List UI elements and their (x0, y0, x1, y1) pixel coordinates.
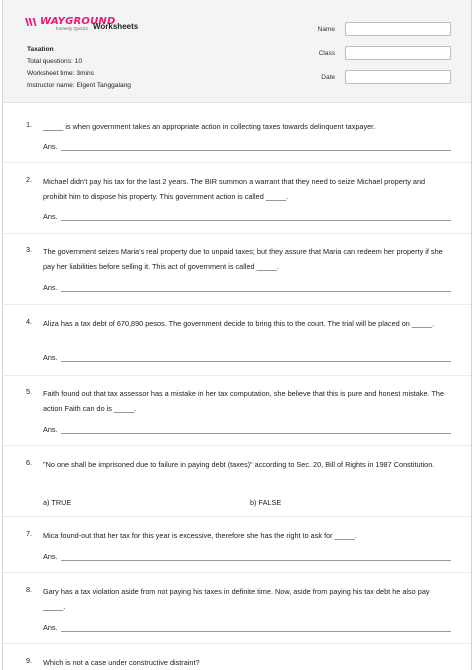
question-number: 4. (26, 317, 33, 326)
divider (3, 233, 471, 234)
answer-label: Ans. (43, 353, 58, 362)
divider (3, 304, 471, 305)
logo-text: WAYGROUND (40, 16, 116, 27)
worksheet-time: Worksheet time: 3mins (27, 70, 94, 77)
date-field[interactable] (345, 70, 451, 84)
question-text: _____ is when government takes an appropriate action in collecting taxes towards delinquent taxpayer. (43, 122, 376, 131)
question-number: 5. (26, 387, 33, 396)
answer-label: Ans. (43, 142, 58, 151)
divider (3, 516, 471, 517)
answer-row (43, 623, 451, 632)
question-text: The government seizes Maria's real property due to unpaid taxes; but they assure that Maria can redeem her property if she pay her liabilities before selling it. This act of government is called _____. (43, 247, 443, 271)
worksheet-page (2, 0, 472, 670)
option-false[interactable]: b) FALSE (250, 498, 282, 507)
answer-line[interactable] (61, 212, 451, 221)
class-label: Class (318, 49, 335, 57)
divider (3, 375, 471, 376)
question-number: 1. (26, 120, 33, 129)
answer-line[interactable] (61, 552, 451, 561)
answer-row (43, 283, 451, 292)
answer-line[interactable] (61, 283, 451, 292)
question-text: Mica found-out that her tax for this year is excessive, therefore she has the right to ask for _____. (43, 531, 357, 540)
answer-label: Ans. (43, 425, 58, 434)
date-row (318, 69, 451, 85)
worksheet-meta (27, 44, 131, 92)
divider (3, 445, 471, 446)
worksheet-header (3, 0, 471, 103)
answer-row (43, 212, 451, 221)
answer-label: Ans. (43, 623, 58, 632)
answer-row (43, 353, 451, 362)
answer-row (43, 142, 451, 151)
name-label: Name (317, 25, 335, 33)
question-number: 8. (26, 585, 33, 594)
instructor-name: Instructor name: Elgent Tanggalang (27, 82, 131, 89)
total-questions: Total questions: 10 (27, 58, 82, 65)
answer-label: Ans. (43, 283, 58, 292)
answer-row (43, 552, 451, 561)
question-number: 2. (26, 175, 33, 184)
question-text: "No one shall be imprisoned due to failure in paying debt (taxes)" according to Sec. 20, Bill of Rights in 1987 Constitution. (43, 460, 435, 469)
question-text: Gary has a tax violation aside from not paying his taxes in definite time. Now, aside from paying his tax debt he also pay _____. (43, 587, 430, 611)
date-label: Date (321, 73, 335, 81)
question-number: 7. (26, 529, 33, 538)
question-text: Michael didn't pay his tax for the last 2 years. The BIR summon a warrant that they need to seize Michael property and prohibit him to dispose his property. This government action is called _____. (43, 177, 426, 201)
option-true[interactable]: a) TRUE (43, 498, 72, 507)
question-text: Which is not a case under constructive distraint? (43, 658, 200, 667)
question-text: Aliza has a tax debt of 670,890 pesos. The government decide to bring this to the court. The trial will be placed on _____. (43, 319, 435, 328)
answer-line[interactable] (61, 425, 451, 434)
divider (3, 643, 471, 644)
section-title: Worksheets (93, 22, 139, 31)
question-number: 9. (26, 656, 33, 665)
answer-line[interactable] (61, 623, 451, 632)
wayground-logo-icon (25, 17, 37, 27)
question-text: Faith found out that tax assessor has a mistake in her tax computation, she believe that this is pure and honest mistake. The action Faith can do is _____. (43, 389, 445, 413)
worksheet-topic: Taxation (27, 46, 54, 53)
student-fields (318, 21, 451, 93)
logo-subtitle: formerly Quizizz (56, 26, 89, 31)
answer-line[interactable] (61, 142, 451, 151)
answer-label: Ans. (43, 212, 58, 221)
class-row (318, 45, 451, 61)
divider (3, 162, 471, 163)
divider (3, 572, 471, 573)
answer-label: Ans. (43, 552, 58, 561)
answer-row (43, 425, 451, 434)
class-field[interactable] (345, 46, 451, 60)
question-number: 6. (26, 458, 33, 467)
name-field[interactable] (345, 22, 451, 36)
question-number: 3. (26, 245, 33, 254)
answer-line[interactable] (61, 353, 451, 362)
name-row (318, 21, 451, 37)
